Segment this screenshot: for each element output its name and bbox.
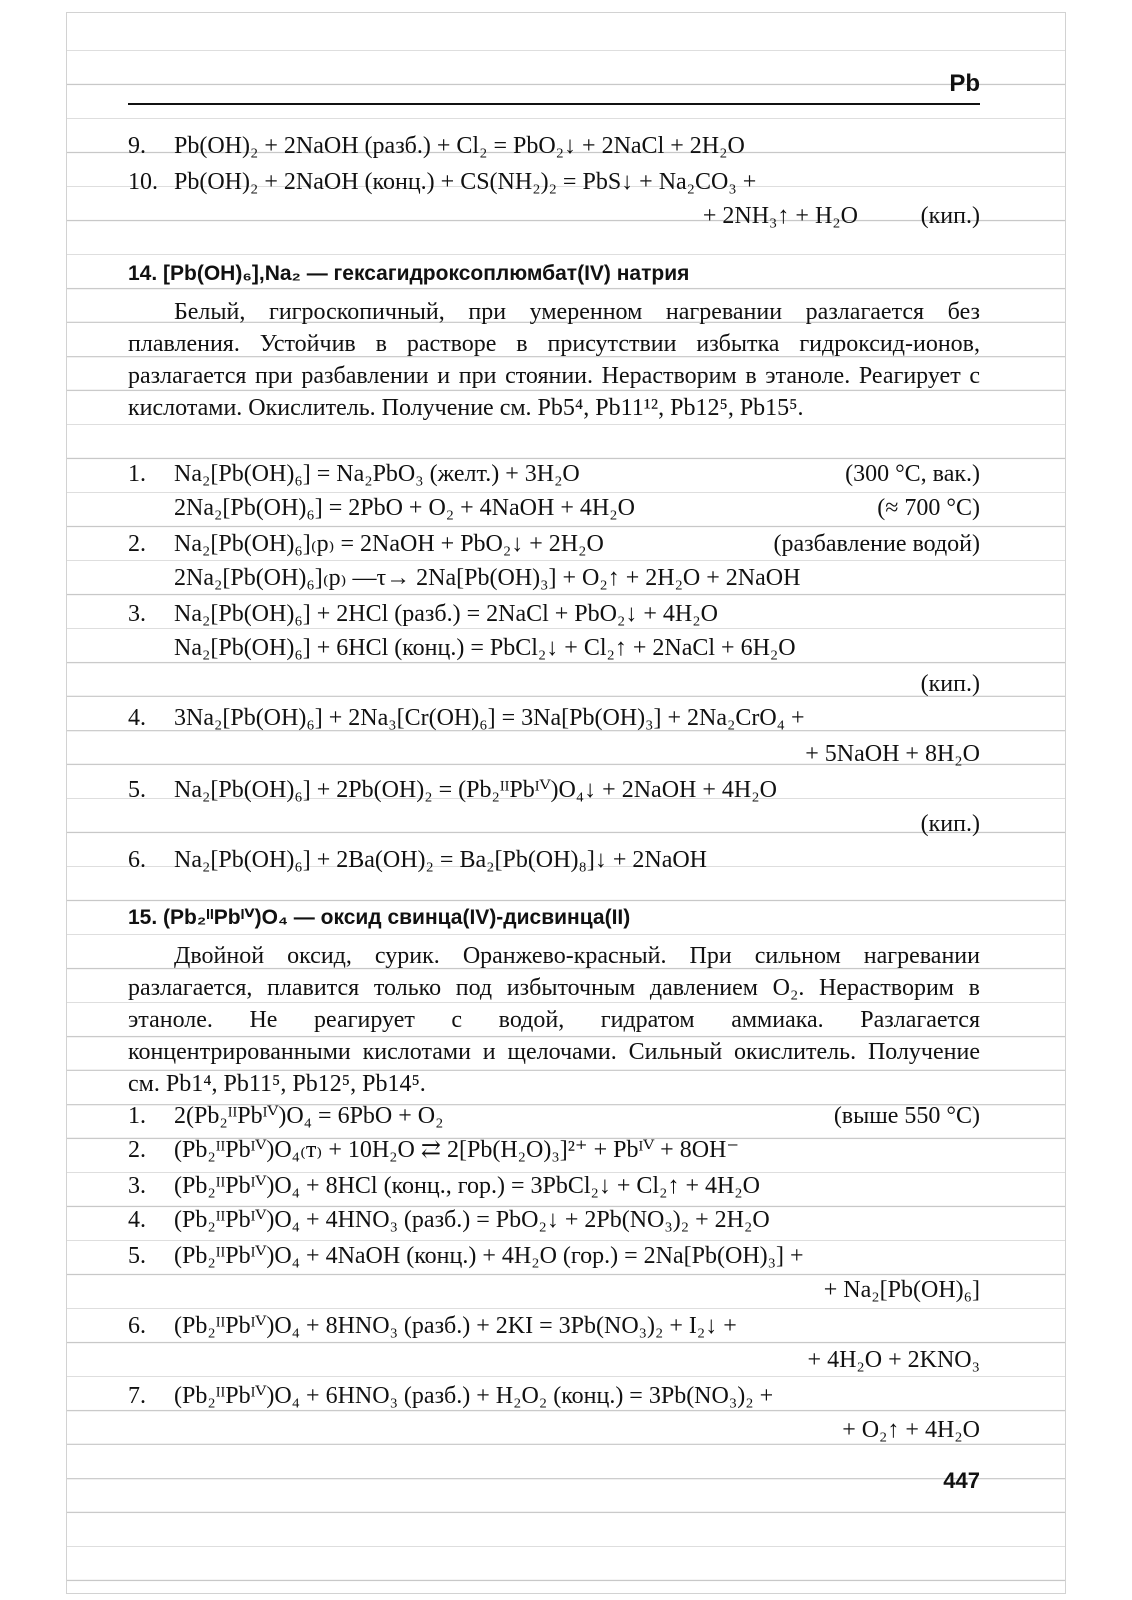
reaction-condition: (кип.) xyxy=(920,811,980,837)
reaction-number: 5. xyxy=(128,1243,146,1269)
reaction-number: 6. xyxy=(128,847,146,873)
reaction-equation: (Pb₂ᴵᴵPbᴵⱽ)O₄ + 4HNO₃ (разб.) = PbO₂↓ + 2Pb(NO₃)₂ + 2H₂O xyxy=(174,1207,770,1233)
reaction-number: 3. xyxy=(128,1173,146,1199)
reaction-equation: 2Na₂[Pb(OH)₆]₍р₎ —τ→ 2Na[Pb(OH)₃] + O₂↑ + 2H₂O + 2NaOH xyxy=(174,565,801,591)
reaction-equation-continuation: + 2NH₃↑ + H₂O xyxy=(702,203,858,229)
reaction-equation-continuation: + 4H₂O + 2KNO₃ xyxy=(807,1347,980,1373)
header-rule xyxy=(128,103,980,105)
reaction-number: 6. xyxy=(128,1313,146,1339)
reaction-condition: (кип.) xyxy=(920,203,980,229)
reaction-equation: (Pb₂ᴵᴵPbᴵⱽ)O₄ + 6HNO₃ (разб.) + H₂O₂ (конц.) = 3Pb(NO₃)₂ + xyxy=(174,1383,774,1409)
reaction-equation: Na₂[Pb(OH)₆] + 2HCl (разб.) = 2NaCl + PbO₂↓ + 4H₂O xyxy=(174,601,718,627)
reaction-equation: (Pb₂ᴵᴵPbᴵⱽ)O₄₍т₎ + 10H₂O ⇄ 2[Pb(H₂O)₃]²⁺ + Pbᴵⱽ + 8OH⁻ xyxy=(174,1137,740,1163)
reaction-equation: (Pb₂ᴵᴵPbᴵⱽ)O₄ + 4NaOH (конц.) + 4H₂O (гор.) = 2Na[Pb(OH)₃] + xyxy=(174,1243,804,1269)
reaction-number: 7. xyxy=(128,1383,146,1409)
page-number: 447 xyxy=(943,1468,980,1493)
reaction-equation-continuation: + 5NaOH + 8H₂O xyxy=(805,741,980,767)
reaction-number: 9. xyxy=(128,133,146,159)
reaction-equation: 2(Pb₂ᴵᴵPbᴵⱽ)O₄ = 6PbO + O₂ xyxy=(174,1103,444,1129)
reaction-number: 1. xyxy=(128,1103,146,1129)
reaction-equation: 3Na₂[Pb(OH)₆] + 2Na₃[Cr(OH)₆] = 3Na[Pb(OH)₃] + 2Na₂CrO₄ + xyxy=(174,705,805,731)
reaction-equation: Na₂[Pb(OH)₆]₍р₎ = 2NaOH + PbO₂↓ + 2H₂O xyxy=(174,531,604,557)
reaction-condition: (выше 550 °С) xyxy=(833,1103,980,1129)
reaction-number: 4. xyxy=(128,705,146,731)
reaction-equation: (Pb₂ᴵᴵPbᴵⱽ)O₄ + 8HNO₃ (разб.) + 2KI = 3Pb(NO₃)₂ + I₂↓ + xyxy=(174,1313,737,1339)
reaction-condition: (300 °С, вак.) xyxy=(845,461,980,487)
reaction-number: 3. xyxy=(128,601,146,627)
reaction-equation: Na₂[Pb(OH)₆] + 2Pb(OH)₂ = (Pb₂ᴵᴵPbᴵⱽ)O₄↓ + 2NaOH + 4H₂O xyxy=(174,777,777,803)
element-header: Pb xyxy=(949,70,980,97)
reaction-equation-continuation: + Na₂[Pb(OH)₆] xyxy=(823,1277,980,1303)
reaction-equation: Na₂[Pb(OH)₆] + 6HCl (конц.) = PbCl₂↓ + Cl₂↑ + 2NaCl + 6H₂O xyxy=(174,635,796,661)
reaction-equation: Pb(OH)₂ + 2NaOH (конц.) + CS(NH₂)₂ = PbS↓ + Na₂CO₃ + xyxy=(174,169,757,195)
reaction-equation: Na₂[Pb(OH)₆] = Na₂PbO₃ (желт.) + 3H₂O xyxy=(174,461,580,487)
reaction-condition: (разбавление водой) xyxy=(773,531,980,557)
reaction-number: 4. xyxy=(128,1207,146,1233)
reaction-equation: 2Na₂[Pb(OH)₆] = 2PbO + O₂ + 4NaOH + 4H₂O xyxy=(174,495,635,521)
reaction-number: 2. xyxy=(128,1137,146,1163)
section-15-description: Двойной оксид, сурик. Оранжево-красный. При сильном нагревании разлагается, плавится только под избыточным давлением O₂. Нерастворим в этаноле. Не реагирует с водой, гидратом аммиака. Разлагается концентрированными кислотами и щелочами. Сильный окислитель. Получение см. Pb1⁴, Pb11⁵, Pb12⁵, Pb14⁵. xyxy=(128,943,980,1097)
section-14-description: Белый, гигроскопичный, при умеренном нагревании разлагается без плавления. Устойчив в растворе в присутствии избытка гидроксид-ионов, разлагается при разбавлении и при стоянии. Нерастворим в этаноле. Реагирует с кислотами. Окислитель. Получение см. Pb5⁴, Pb11¹², Pb12⁵, Pb15⁵. xyxy=(128,299,980,421)
section-15-heading: 15. (Pb₂ᴵᴵPbᴵⱽ)O₄ — оксид свинца(IV)-дисвинца(II) xyxy=(128,906,631,929)
reaction-number: 1. xyxy=(128,461,146,487)
reaction-condition: (кип.) xyxy=(920,671,980,697)
reaction-equation: (Pb₂ᴵᴵPbᴵⱽ)O₄ + 8HCl (конц., гор.) = 3PbCl₂↓ + Cl₂↑ + 4H₂O xyxy=(174,1173,761,1199)
reaction-number: 5. xyxy=(128,777,146,803)
reaction-number: 2. xyxy=(128,531,146,557)
reaction-equation-continuation: + O₂↑ + 4H₂O xyxy=(842,1417,980,1443)
reaction-equation: Pb(OH)₂ + 2NaOH (разб.) + Cl₂ = PbO₂↓ + 2NaCl + 2H₂O xyxy=(174,133,745,159)
reaction-number: 10. xyxy=(128,169,158,195)
reaction-equation: Na₂[Pb(OH)₆] + 2Ba(OH)₂ = Ba₂[Pb(OH)₈]↓ + 2NaOH xyxy=(174,847,708,873)
section-14-heading: 14. [Pb(OH)₆],Na₂ — гексагидроксоплюмбат(IV) натрия xyxy=(128,262,690,285)
reaction-condition: (≈ 700 °С) xyxy=(877,495,980,521)
